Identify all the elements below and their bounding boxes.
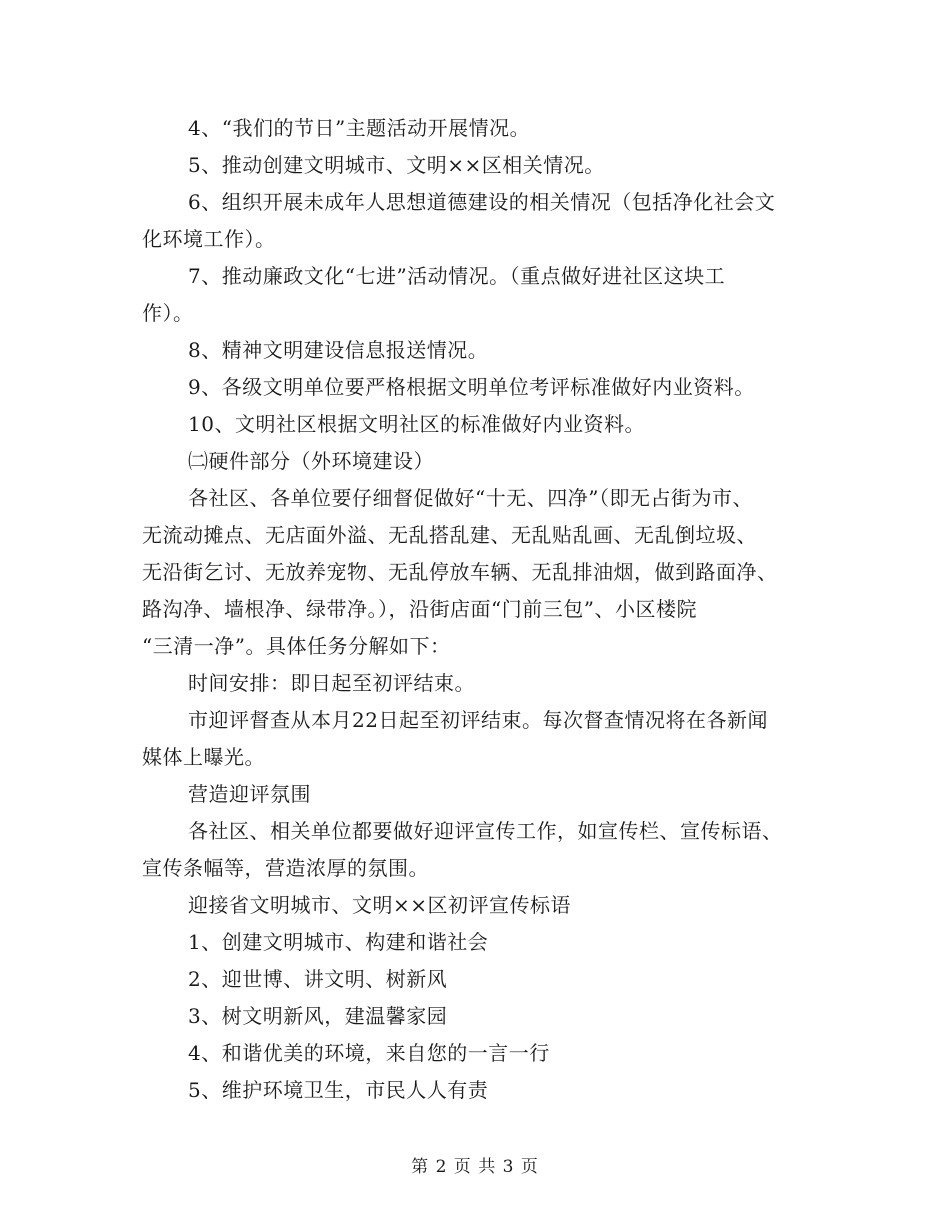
- paragraph-line: 各社区、各单位要仔细督促做好“十无、四净”（即无占街为市、: [188, 486, 753, 510]
- paragraph-line: “三清一净”。具体任务分解如下：: [142, 634, 451, 658]
- paragraph-line: 媒体上曝光。: [142, 745, 265, 769]
- slogan-item: 3、树文明新风，建温馨家园: [188, 1004, 448, 1028]
- paragraph-line: 无沿街乞讨、无放养宠物、无乱停放车辆、无乱排油烟，做到路面净、: [142, 560, 778, 584]
- page-footer: 第 2 页 共 3 页: [411, 1157, 539, 1177]
- paragraph-line: 8、精神文明建设信息报送情况。: [188, 338, 489, 362]
- paragraph-line: 时间安排：即日起至初评结束。: [188, 671, 475, 695]
- paragraph-line: 宣传条幅等，营造浓厚的氛围。: [142, 856, 429, 880]
- section-heading: ㈡硬件部分（外环境建设）: [188, 449, 434, 473]
- slogan-item: 1、创建文明城市、构建和谐社会: [188, 930, 489, 954]
- paragraph-line: 作）。: [142, 301, 194, 325]
- paragraph-line: 市迎评督查从本月22日起至初评结束。每次督查情况将在各新闻: [188, 708, 768, 732]
- paragraph-line: 路沟净、墙根净、绿带净。），沿街店面“门前三包”、小区楼院: [142, 597, 697, 621]
- paragraph-line: 5、推动创建文明城市、文明××区相关情况。: [188, 153, 605, 177]
- section-heading: 营造迎评氛围: [188, 782, 311, 806]
- document-body: [142, 110, 812, 1109]
- paragraph-line: 4、“我们的节日”主题活动开展情况。: [188, 116, 531, 140]
- section-heading: 迎接省文明城市、文明××区初评宣传标语: [188, 893, 572, 917]
- paragraph-line: 各社区、相关单位都要做好迎评宣传工作，如宣传栏、宣传标语、: [188, 819, 783, 843]
- paragraph-line: 9、各级文明单位要严格根据文明单位考评标准做好内业资料。: [188, 375, 755, 399]
- paragraph-line: 无流动摊点、无店面外溢、无乱搭乱建、无乱贴乱画、无乱倒垃圾、: [142, 523, 757, 547]
- paragraph-line: 6、组织开展未成年人思想道德建设的相关情况（包括净化社会文: [188, 190, 776, 214]
- slogan-item: 5、维护环境卫生，市民人人有责: [188, 1078, 489, 1102]
- slogan-item: 2、迎世博、讲文明、树新风: [188, 967, 448, 991]
- paragraph-line: 7、推动廉政文化“七进”活动情况。（重点做好进社区这块工: [188, 264, 726, 288]
- slogan-item: 4、和谐优美的环境，来自您的一言一行: [188, 1041, 550, 1065]
- paragraph-line: 10、文明社区根据文明社区的标准做好内业资料。: [188, 412, 645, 436]
- paragraph-line: 化环境工作）。: [142, 227, 276, 251]
